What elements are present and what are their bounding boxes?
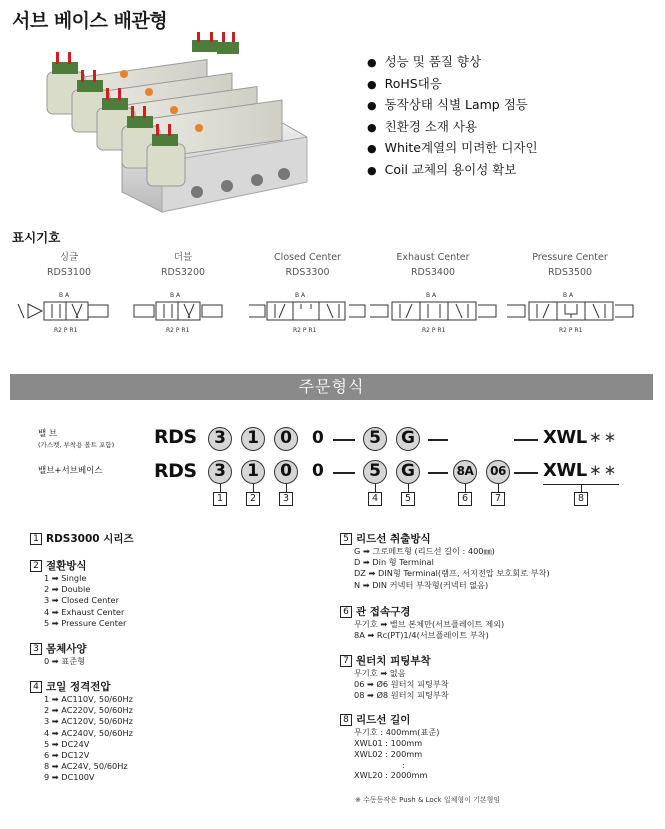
section-title: RDS3000 시리즈: [46, 533, 134, 545]
symbol-code: RDS3400: [410, 267, 456, 278]
symbol-code: RDS3500: [547, 267, 593, 278]
symbol-name: 더블: [173, 252, 193, 263]
section-number: 4: [30, 681, 42, 693]
option-item: 5 ➡ DC24V: [44, 738, 90, 749]
option-item: XWL02 : 200mm: [354, 749, 423, 760]
feature-item: ● 친환경 소재 사용: [367, 117, 538, 139]
symbols-heading: 표시기호: [12, 230, 61, 245]
section-number: 6: [340, 606, 352, 618]
section-number: 7: [340, 655, 352, 667]
product-image: [12, 32, 342, 222]
section-voltage: [30, 679, 133, 784]
code-prefix: RDS: [154, 426, 197, 448]
index-box: 4: [368, 492, 382, 506]
symbol-code: RDS3200: [160, 267, 206, 278]
port-label-top: B A: [426, 292, 437, 299]
option-item: 4 ➡ AC240V, 50/60Hz: [44, 727, 133, 738]
valve-symbol: [505, 282, 635, 342]
code-lead: G: [396, 427, 420, 451]
feature-item: ● Coil 교체의 용이성 확보: [367, 160, 538, 182]
valve-symbol: [14, 282, 124, 342]
symbol-code: RDS3100: [46, 267, 92, 278]
option-item: 08 ➡ Ø8 원터치 피팅부착: [354, 690, 449, 701]
option-item: N ➡ DIN 커넥터 부착형(커넥터 없음): [354, 579, 489, 590]
separator: [428, 472, 448, 474]
separator: [333, 472, 355, 474]
code-prefix: RDS: [154, 460, 197, 482]
option-item: G ➡ 그로메트형 (리드선 길이 : 400㎜): [354, 546, 495, 556]
code-port-size: 8A: [453, 460, 477, 484]
section-lead-type: [340, 531, 550, 591]
code-digit-body: 0: [274, 460, 298, 484]
symbol-exhaust-center: [368, 250, 498, 342]
symbol-single: [14, 250, 124, 342]
symbol-name: Closed Center: [274, 252, 341, 263]
page-title: 서브 베이스 배관형: [12, 10, 168, 32]
code-digit-body: 0: [274, 427, 298, 451]
section-series: [30, 531, 134, 546]
connector-line: [375, 484, 376, 492]
section-title: 리드선 취출방식: [356, 533, 431, 545]
port-label-bottom: R2 P R1: [54, 327, 78, 334]
code-stars: ∗∗: [589, 461, 619, 479]
symbol-double: [128, 250, 238, 342]
separator: [514, 439, 538, 441]
code-lead-length: XWL: [543, 427, 587, 448]
section-number: 8: [340, 714, 352, 726]
section-title: 리드선 길이: [356, 714, 411, 726]
valve-symbol: [368, 282, 498, 342]
feature-list: [367, 52, 538, 181]
index-box: 8: [574, 492, 588, 506]
section-number: 2: [30, 560, 42, 572]
valve-symbol: [245, 282, 370, 342]
index-box: 1: [213, 492, 227, 506]
option-item: 1 ➡ Single: [44, 573, 87, 583]
connector-line: [465, 484, 466, 492]
separator: [333, 439, 355, 441]
section-title: 원터치 피팅부착: [356, 655, 431, 667]
code-voltage: 5: [363, 460, 387, 484]
option-item: 9 ➡ DC100V: [44, 772, 95, 783]
section-title: 코일 정격전압: [46, 681, 111, 693]
option-item: XWL20 : 2000mm: [354, 769, 428, 780]
code-fixed-digit: 0: [312, 428, 324, 448]
port-label-bottom: R2 P R1: [166, 327, 190, 334]
port-label-bottom: R2 P R1: [422, 327, 446, 334]
feature-item: ● 성능 및 품질 향상: [367, 52, 538, 74]
option-item: DZ ➡ DIN형 Terminal(램프, 서지전압 보호회로 부착): [354, 568, 550, 579]
code-lead: G: [396, 460, 420, 484]
port-label-top: B A: [170, 292, 181, 299]
section-number: 3: [30, 643, 42, 655]
index-box: 7: [491, 492, 505, 506]
section-fitting: [340, 653, 449, 702]
section-title: 몸체사양: [46, 643, 87, 655]
code-digit-type: 1: [241, 460, 265, 484]
port-label-top: B A: [59, 292, 70, 299]
port-label-top: B A: [563, 292, 574, 299]
port-label-bottom: R2 P R1: [559, 327, 583, 334]
section-title: 관 접속구경: [356, 606, 411, 618]
connector-line: [253, 484, 254, 492]
connector-line: [286, 484, 287, 492]
separator: [428, 439, 448, 441]
section-body: [30, 641, 87, 667]
symbol-name: Pressure Center: [532, 252, 608, 263]
row1-label: [38, 427, 114, 449]
footnote: ※ 수동동작은 Push & Lock 일체형이 기본형임: [355, 796, 501, 804]
code-fixed-digit: 0: [312, 461, 324, 481]
option-item: 06 ➡ Ø6 원터치 피팅부착: [354, 679, 449, 690]
option-item: D ➡ Din 형 Terminal: [354, 557, 434, 568]
index-box: 6: [458, 492, 472, 506]
row2-label: 밸브+서브베이스: [38, 466, 103, 476]
code-digit-series: 3: [208, 460, 232, 484]
port-label-bottom: R2 P R1: [293, 327, 317, 334]
code-digit-type: 1: [241, 427, 265, 451]
option-item: 2 ➡ Double: [44, 584, 91, 595]
option-item: 8 ➡ AC24V, 50/60Hz: [44, 761, 128, 772]
option-item: 8A ➡ Rc(PT)1/4(서브플레이트 부착): [354, 630, 489, 641]
section-number: 1: [30, 533, 42, 545]
connector-line: [498, 484, 499, 492]
index-box: 5: [401, 492, 415, 506]
code-fitting: 06: [486, 460, 510, 484]
order-format-banner: 주문형식: [10, 374, 653, 400]
option-item: 3 ➡ Closed Center: [44, 595, 119, 606]
option-item: 무기호 ➡ 없음: [354, 668, 406, 678]
option-item: 2 ➡ AC220V, 50/60Hz: [44, 705, 133, 716]
option-item: 무기호 ➡ 밸브 본체만(서브플레이트 제외): [354, 619, 505, 629]
port-label-top: B A: [295, 292, 306, 299]
section-lead-length: [340, 712, 439, 781]
symbol-closed-center: [245, 250, 370, 342]
valve-symbol: [128, 282, 238, 342]
option-item: 무기호 : 400mm(표준): [354, 727, 440, 737]
row1-label-sub: (가스켓, 부착용 볼트 포함): [38, 441, 115, 449]
connector-line: [408, 484, 409, 492]
code-stars: ∗∗: [589, 428, 619, 446]
option-item: 4 ➡ Exhaust Center: [44, 606, 125, 617]
option-item: 6 ➡ DC12V: [44, 750, 90, 761]
row1-label-main: 밸 브: [38, 429, 58, 439]
separator: [514, 472, 538, 474]
index-box: 3: [279, 492, 293, 506]
option-item: 3 ➡ AC120V, 50/60Hz: [44, 716, 133, 727]
feature-item: ● 동작상태 식별 Lamp 점등: [367, 95, 538, 117]
option-item: :: [402, 759, 405, 770]
option-item: 1 ➡ AC110V, 50/60Hz: [44, 694, 133, 704]
option-item: 0 ➡ 표준형: [44, 656, 86, 666]
feature-item: ● White계열의 미려한 디자인: [367, 138, 538, 160]
symbol-name: 싱글: [59, 252, 79, 263]
symbol-name: Exhaust Center: [396, 252, 470, 263]
section-switching: [30, 558, 126, 629]
section-title: 절환방식: [46, 560, 87, 572]
option-item: 5 ➡ Pressure Center: [44, 617, 127, 628]
symbol-pressure-center: [505, 250, 635, 342]
option-item: XWL01 : 100mm: [354, 738, 423, 749]
section-port-size: [340, 604, 504, 641]
code-voltage: 5: [363, 427, 387, 451]
symbol-code: RDS3300: [285, 267, 330, 278]
code-lead-length: XWL: [543, 460, 587, 481]
index-box: 2: [246, 492, 260, 506]
code-digit-series: 3: [208, 427, 232, 451]
connector-line: [220, 484, 221, 492]
section-number: 5: [340, 533, 352, 545]
connector-line: [581, 484, 582, 492]
feature-item: ● RoHS대응: [367, 74, 538, 96]
